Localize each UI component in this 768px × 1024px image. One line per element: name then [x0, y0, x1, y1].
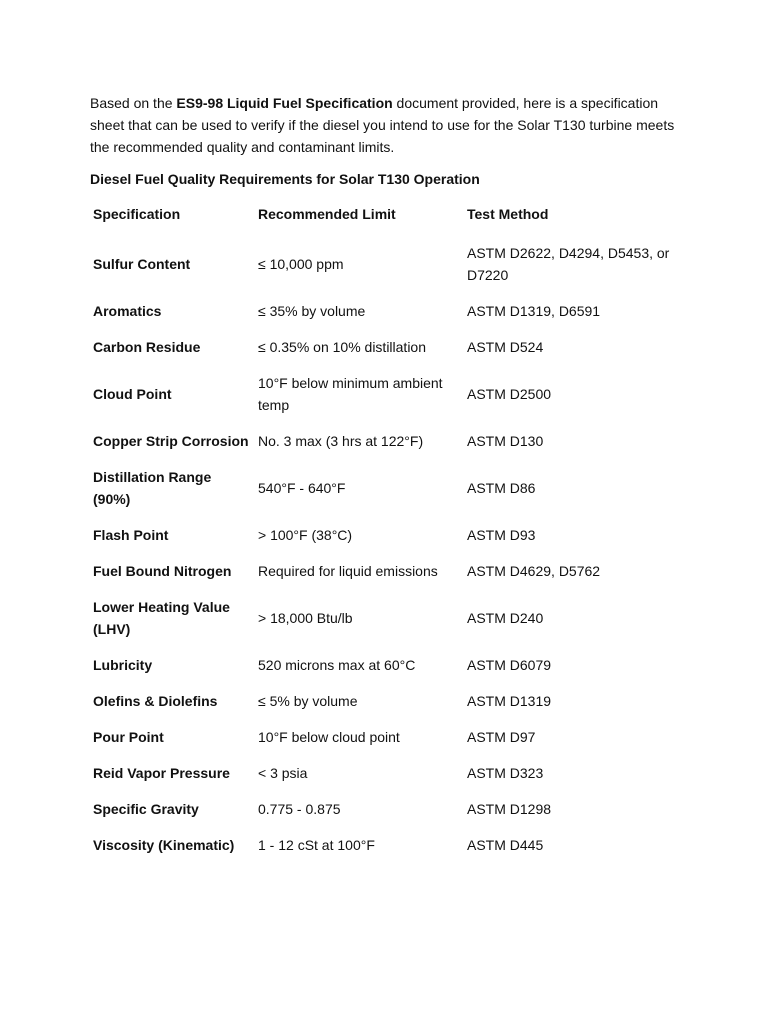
table-row — [90, 365, 680, 423]
cell-recommended-limit: 0.775 - 0.875 — [258, 801, 341, 817]
cell-test-method: ASTM D445 — [467, 837, 544, 853]
cell-test-method: ASTM D240 — [467, 610, 544, 626]
intro-document-name: ES9-98 Liquid Fuel Specification — [176, 95, 393, 111]
cell-test-method: ASTM D4629, D5762 — [467, 563, 601, 579]
cell-recommended-limit: 10°F below minimum ambient temp — [258, 375, 443, 413]
cell-recommended-limit: ≤ 5% by volume — [258, 693, 358, 709]
cell-recommended-limit: ≤ 10,000 ppm — [258, 256, 344, 272]
cell-specification: Specific Gravity — [93, 801, 199, 817]
cell-specification: Sulfur Content — [93, 256, 191, 272]
cell-specification: Pour Point — [93, 729, 164, 745]
table-row — [90, 293, 680, 329]
cell-specification: Copper Strip Corrosion — [93, 433, 249, 449]
cell-specification: Viscosity (Kinematic) — [93, 837, 235, 853]
cell-test-method: ASTM D2622, D4294, D5453, or D7220 — [467, 245, 670, 283]
cell-test-method: ASTM D524 — [467, 339, 544, 355]
table-row — [90, 517, 680, 553]
table-title: Diesel Fuel Quality Requirements for Solar T130 Operation — [90, 171, 480, 187]
cell-test-method: ASTM D97 — [467, 729, 536, 745]
table-row — [90, 459, 680, 517]
column-header-test-method: Test Method — [467, 206, 549, 222]
cell-specification: Lubricity — [93, 657, 153, 673]
cell-recommended-limit: 540°F - 640°F — [258, 480, 346, 496]
cell-test-method: ASTM D2500 — [467, 386, 552, 402]
cell-specification: Fuel Bound Nitrogen — [93, 563, 232, 579]
table-row — [90, 423, 680, 459]
cell-specification: Aromatics — [93, 303, 162, 319]
intro-paragraph — [90, 92, 690, 158]
table-row — [90, 683, 680, 719]
cell-specification: Cloud Point — [93, 386, 172, 402]
cell-recommended-limit: > 18,000 Btu/lb — [258, 610, 353, 626]
cell-test-method: ASTM D1319 — [467, 693, 552, 709]
cell-recommended-limit: 520 microns max at 60°C — [258, 657, 416, 673]
cell-recommended-limit: Required for liquid emissions — [258, 563, 438, 579]
column-header-recommended-limit: Recommended Limit — [258, 206, 396, 222]
column-header-specification: Specification — [93, 206, 181, 222]
cell-specification: Flash Point — [93, 527, 169, 543]
spec-table — [90, 200, 680, 863]
intro-prefix: Based on the — [90, 95, 177, 111]
table-row — [90, 719, 680, 755]
table-row — [90, 235, 680, 293]
cell-test-method: ASTM D6079 — [467, 657, 552, 673]
cell-test-method: ASTM D1298 — [467, 801, 552, 817]
table-row — [90, 755, 680, 791]
cell-recommended-limit: ≤ 0.35% on 10% distillation — [258, 339, 427, 355]
intro-suffix: document provided, here is a specification sheet that can be used to verify if the diesel you intend to use for the Solar T130 turbine meets the recommended quality and contaminant limits. — [90, 95, 675, 155]
table-row — [90, 553, 680, 589]
cell-recommended-limit: No. 3 max (3 hrs at 122°F) — [258, 433, 424, 449]
table-row — [90, 791, 680, 827]
table-row — [90, 647, 680, 683]
cell-recommended-limit: 1 - 12 cSt at 100°F — [258, 837, 375, 853]
table-row — [90, 329, 680, 365]
table-body — [90, 235, 680, 863]
document-page — [90, 92, 690, 863]
cell-recommended-limit: ≤ 35% by volume — [258, 303, 366, 319]
table-row — [90, 589, 680, 647]
cell-specification: Carbon Residue — [93, 339, 201, 355]
cell-specification: Olefins & Diolefins — [93, 693, 218, 709]
cell-specification: Reid Vapor Pressure — [93, 765, 230, 781]
cell-specification: Lower Heating Value (LHV) — [93, 599, 230, 637]
cell-test-method: ASTM D86 — [467, 480, 536, 496]
cell-test-method: ASTM D1319, D6591 — [467, 303, 601, 319]
cell-recommended-limit: > 100°F (38°C) — [258, 527, 353, 543]
cell-recommended-limit: 10°F below cloud point — [258, 729, 400, 745]
table-header-row — [90, 200, 680, 235]
cell-specification: Distillation Range (90%) — [93, 469, 212, 507]
table-row — [90, 827, 680, 863]
cell-test-method: ASTM D323 — [467, 765, 544, 781]
cell-recommended-limit: < 3 psia — [258, 765, 308, 781]
cell-test-method: ASTM D93 — [467, 527, 536, 543]
cell-test-method: ASTM D130 — [467, 433, 544, 449]
